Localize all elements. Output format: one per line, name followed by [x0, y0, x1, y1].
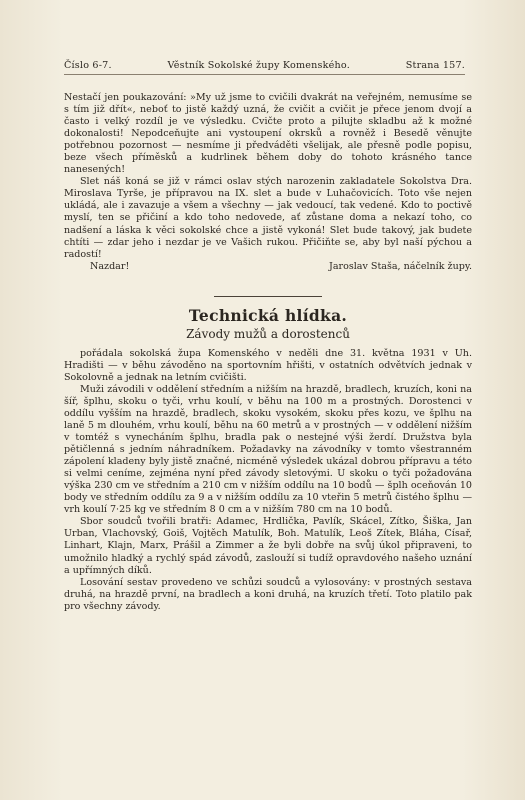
intro-paragraph-1: Nestačí jen poukazování: »My už jsme to cvičili dvakrát na veřejném, nemusíme se s tím již dřít«, neboť to jistě každý uzná, že cvičit a cvičit je přece jenom dvojí a často i velký rozdíl je ve výsledku. Cvičte proto a pilujte skladbu až k možné dokonalosti! Nepodceňujte ani vystoupení okrsků a rovněž i Besedě věnujte potřebnou pozornost — nesmíme ji předváděti všelijak, ale přesně podle popisu, beze všech příměsků a kudrlinek během doby do tohoto krásného tance nanesených! [64, 92, 472, 176]
running-header [64, 60, 465, 75]
issue-number: Číslo 6-7. [64, 60, 112, 71]
section-paragraph-4: Losování sestav provedeno ve schůzi soudců a vylosovány: v prostných sestava druhá, na hrazdě první, na bradlech a koni druhá, na kruzích třetí. Toto platilo pak pro všechny závody. [64, 576, 472, 612]
section-title: Technická hlídka. [188, 305, 348, 325]
page-body [64, 92, 472, 613]
section-paragraph-1: pořádala sokolská župa Komenského v neděli dne 31. května 1931 v Uh. Hradišti — v běhu závoděno na sportovním hřišti, v ostatních odvětvích jednak v Sokolovně a jednak na letním cvičišti. [64, 347, 472, 383]
section-paragraph-2: Muži závodili v oddělení středním a nižším na hrazdě, bradlech, kruzích, koni na šíř, šplhu, skoku o tyči, vrhu koulí, v běhu na 100 m a prostných. Dorostenci v oddílu vyšším na hrazdě, bradlech, skoku vysokém, skoku přes kozu, ve šplhu na laně 5 m dlouhém, vrhu koulí, běhu na 60 metrů a v prostných — v oddělení nižším v tomtéž s vynecháním šplhu, bradla pak o nestejné výši žerdí. Družstva byla pětičlenná s jedním náhradníkem. Požadavky na závodníky v tomto všestranném zápolení kladeny byly jistě značné, nicméně výsledek ukázal dobrou přípravu a této si velmi ceníme, zejména nyní před závody sletovými. U skoku o tyči požadována výška 230 cm ve středním a 210 cm v nižším oddílu na 10 bodů — šplh oceňován 10 body ve středním oddílu za 9 a v nižším oddílu za 10 vteřin 5 metrů čistého šplhu — vrh koulí 7·25 kg ve středním 8 0 cm a v nižším 780 cm na 10 bodů. [64, 383, 472, 516]
page-number: Strana 157. [405, 60, 465, 71]
section-subtitle: Závody mužů a dorostenců [186, 326, 350, 341]
section-paragraph-3: Sbor soudců tvořili bratři: Adamec, Hrdlička, Pavlík, Skácel, Zítko, Šiška, Jan Urban, Vlachovský, Goiš, Vojtěch Matulík, Boh. Matulík, Leoš Zítek, Bláha, Císař, Linhart, Klajn, Marx, Prášil a Zimmer a že byli dobře na svůj úkol připraveni, to umožnilo hladký a rychlý spád závodů, zaslouží si tudíž opravdového našeho uznání a upřímných díků. [64, 516, 472, 576]
section-divider [214, 296, 322, 297]
signature-line [64, 261, 472, 273]
intro-paragraph-2: Slet náš koná se již v rámci oslav stých narozenin zakladatele Sokolstva Dra. Miroslava Tyrše, je přípravou na IX. slet a bude v Luhačovicích. Toto vše nejen ukládá, ale i zavazuje a všem a všechny — jak vedoucí, tak vedené. Kdo to poctivě myslí, ten se přičiní a kdo toho nedovede, ať zůstane doma a nekazí toho, co nadšení a láska k věci sokolské chce a jistě vykoná! Slet bude takový, jak budete chtíti — zdar jeho i nezdar je ve Vašich rukou. Přičiňte se, aby byl naší pýchou a radostí! [64, 176, 472, 260]
journal-title: Věstník Sokolské župy Komenského. [167, 60, 350, 71]
greeting: Nazdar! [90, 260, 130, 272]
signature: Jaroslav Staša, náčelník župy. [329, 260, 472, 272]
